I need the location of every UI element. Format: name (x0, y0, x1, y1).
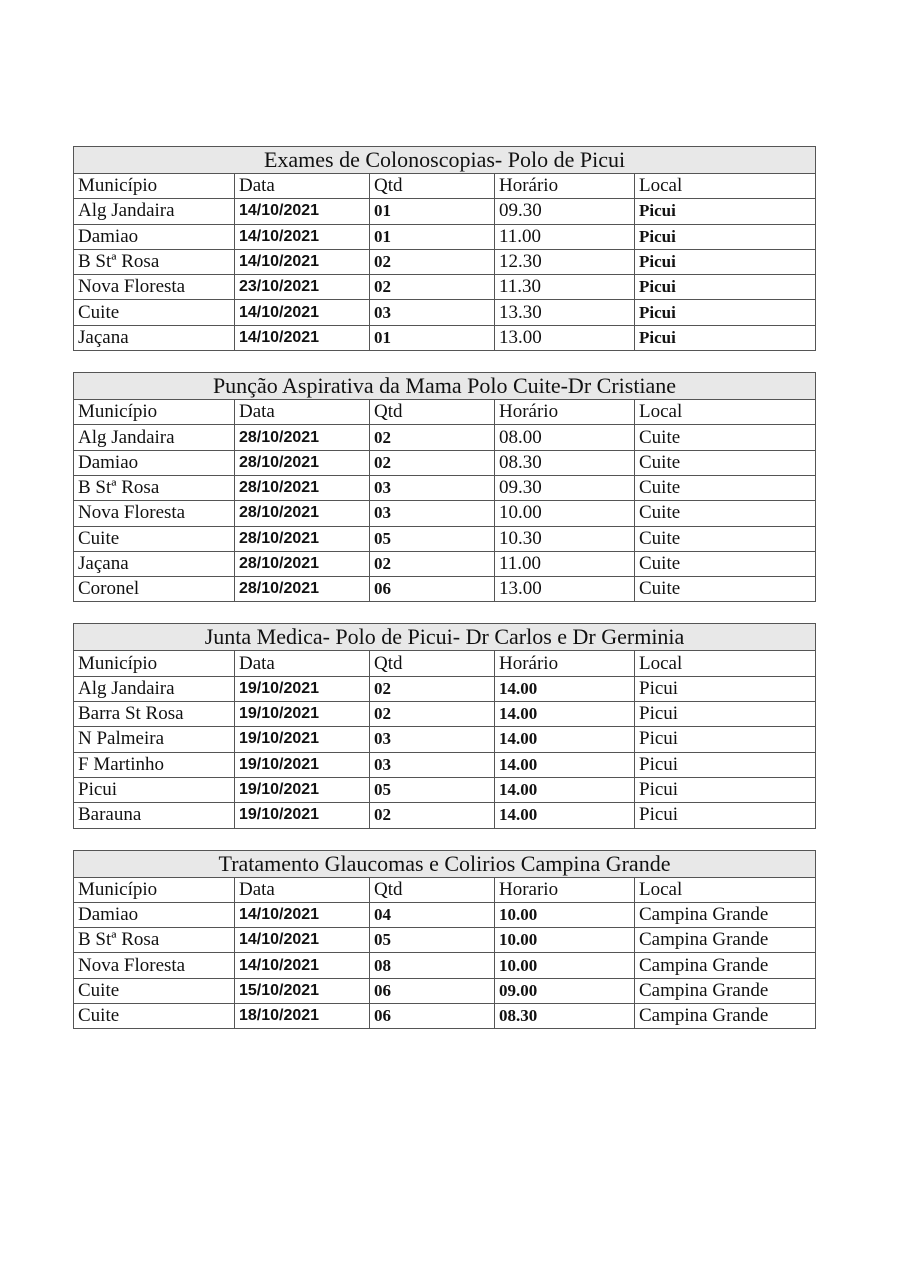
table-row (74, 727, 816, 752)
qtd-cell: 03 (370, 475, 495, 500)
data-cell: 28/10/2021 (235, 501, 370, 526)
local-cell: Picui (635, 676, 816, 701)
municipio-cell: Picui (74, 777, 235, 802)
header-cell: Data (235, 174, 370, 199)
qtd-cell: 02 (370, 551, 495, 576)
document-page (73, 146, 815, 1050)
local-cell: Picui (635, 199, 816, 224)
data-cell: 14/10/2021 (235, 224, 370, 249)
municipio-cell: Damiao (74, 902, 235, 927)
data-cell: 19/10/2021 (235, 727, 370, 752)
table-row (74, 928, 816, 953)
data-cell: 14/10/2021 (235, 199, 370, 224)
horario-cell: 13.30 (495, 300, 635, 325)
local-cell: Cuite (635, 475, 816, 500)
local-cell: Campina Grande (635, 902, 816, 927)
table-row (74, 702, 816, 727)
horario-cell: 11.00 (495, 224, 635, 249)
table-row (74, 249, 816, 274)
data-cell: 19/10/2021 (235, 702, 370, 727)
local-cell: Picui (635, 325, 816, 350)
table-title: Junta Medica- Polo de Picui- Dr Carlos e Dr Germinia (74, 624, 816, 651)
qtd-cell: 02 (370, 450, 495, 475)
header-cell: Data (235, 651, 370, 676)
qtd-cell: 02 (370, 702, 495, 727)
municipio-cell: Nova Floresta (74, 501, 235, 526)
table-colonoscopias (73, 146, 816, 351)
local-cell: Cuite (635, 501, 816, 526)
horario-cell: 08.30 (495, 450, 635, 475)
data-cell: 19/10/2021 (235, 676, 370, 701)
municipio-cell: Cuite (74, 1004, 235, 1029)
table-row (74, 275, 816, 300)
table-row (74, 425, 816, 450)
qtd-cell: 03 (370, 501, 495, 526)
local-cell: Picui (635, 249, 816, 274)
local-cell: Picui (635, 224, 816, 249)
header-cell: Município (74, 877, 235, 902)
header-cell: Horário (495, 651, 635, 676)
local-cell: Picui (635, 803, 816, 828)
data-cell: 18/10/2021 (235, 1004, 370, 1029)
municipio-cell: Cuite (74, 300, 235, 325)
qtd-cell: 06 (370, 1004, 495, 1029)
qtd-cell: 02 (370, 676, 495, 701)
data-cell: 14/10/2021 (235, 249, 370, 274)
local-cell: Cuite (635, 577, 816, 602)
table-row (74, 752, 816, 777)
horario-cell: 14.00 (495, 702, 635, 727)
header-cell: Município (74, 174, 235, 199)
municipio-cell: Jaçana (74, 551, 235, 576)
horario-cell: 13.00 (495, 325, 635, 350)
qtd-cell: 03 (370, 752, 495, 777)
qtd-cell: 03 (370, 727, 495, 752)
table-puncao-aspirativa (73, 372, 816, 602)
qtd-cell: 01 (370, 325, 495, 350)
horario-cell: 14.00 (495, 727, 635, 752)
qtd-cell: 01 (370, 224, 495, 249)
qtd-cell: 04 (370, 902, 495, 927)
data-cell: 28/10/2021 (235, 551, 370, 576)
municipio-cell: Barra St Rosa (74, 702, 235, 727)
header-cell: Qtd (370, 400, 495, 425)
horario-cell: 10.00 (495, 902, 635, 927)
local-cell: Cuite (635, 551, 816, 576)
table-row (74, 953, 816, 978)
local-cell: Cuite (635, 526, 816, 551)
municipio-cell: Damiao (74, 224, 235, 249)
data-cell: 15/10/2021 (235, 978, 370, 1003)
qtd-cell: 03 (370, 300, 495, 325)
table-tratamento-glaucomas (73, 850, 816, 1030)
table-row (74, 777, 816, 802)
data-cell: 14/10/2021 (235, 300, 370, 325)
table-title: Tratamento Glaucomas e Colirios Campina Grande (74, 850, 816, 877)
header-cell: Local (635, 174, 816, 199)
table-row (74, 450, 816, 475)
municipio-cell: Jaçana (74, 325, 235, 350)
header-cell: Qtd (370, 174, 495, 199)
data-cell: 19/10/2021 (235, 803, 370, 828)
horario-cell: 14.00 (495, 752, 635, 777)
municipio-cell: F Martinho (74, 752, 235, 777)
qtd-cell: 01 (370, 199, 495, 224)
table-row (74, 325, 816, 350)
horario-cell: 10.30 (495, 526, 635, 551)
horario-cell: 14.00 (495, 803, 635, 828)
header-row (74, 651, 816, 676)
horario-cell: 14.00 (495, 777, 635, 802)
horario-cell: 09.30 (495, 475, 635, 500)
header-cell: Horário (495, 400, 635, 425)
data-cell: 14/10/2021 (235, 902, 370, 927)
municipio-cell: N Palmeira (74, 727, 235, 752)
municipio-cell: Alg Jandaira (74, 199, 235, 224)
data-cell: 23/10/2021 (235, 275, 370, 300)
horario-cell: 10.00 (495, 501, 635, 526)
qtd-cell: 05 (370, 777, 495, 802)
local-cell: Picui (635, 727, 816, 752)
table-row (74, 526, 816, 551)
table-row (74, 501, 816, 526)
qtd-cell: 08 (370, 953, 495, 978)
horario-cell: 11.30 (495, 275, 635, 300)
municipio-cell: B Stª Rosa (74, 928, 235, 953)
data-cell: 28/10/2021 (235, 450, 370, 475)
qtd-cell: 05 (370, 526, 495, 551)
data-cell: 19/10/2021 (235, 777, 370, 802)
municipio-cell: Coronel (74, 577, 235, 602)
header-cell: Qtd (370, 877, 495, 902)
data-cell: 28/10/2021 (235, 526, 370, 551)
table-title: Punção Aspirativa da Mama Polo Cuite-Dr Cristiane (74, 373, 816, 400)
table-row (74, 224, 816, 249)
local-cell: Cuite (635, 425, 816, 450)
table-row (74, 676, 816, 701)
local-cell: Picui (635, 300, 816, 325)
table-row (74, 978, 816, 1003)
municipio-cell: Cuite (74, 526, 235, 551)
local-cell: Campina Grande (635, 953, 816, 978)
horario-cell: 09.30 (495, 199, 635, 224)
qtd-cell: 06 (370, 978, 495, 1003)
local-cell: Campina Grande (635, 1004, 816, 1029)
local-cell: Campina Grande (635, 928, 816, 953)
municipio-cell: Damiao (74, 450, 235, 475)
horario-cell: 14.00 (495, 676, 635, 701)
header-row (74, 877, 816, 902)
data-cell: 19/10/2021 (235, 752, 370, 777)
qtd-cell: 05 (370, 928, 495, 953)
municipio-cell: Alg Jandaira (74, 676, 235, 701)
table-row (74, 300, 816, 325)
qtd-cell: 06 (370, 577, 495, 602)
qtd-cell: 02 (370, 425, 495, 450)
header-row (74, 400, 816, 425)
horario-cell: 12.30 (495, 249, 635, 274)
horario-cell: 10.00 (495, 953, 635, 978)
qtd-cell: 02 (370, 803, 495, 828)
municipio-cell: B Stª Rosa (74, 475, 235, 500)
header-cell: Local (635, 400, 816, 425)
header-cell: Local (635, 877, 816, 902)
header-cell: Município (74, 651, 235, 676)
header-cell: Data (235, 400, 370, 425)
header-cell: Data (235, 877, 370, 902)
municipio-cell: Nova Floresta (74, 953, 235, 978)
horario-cell: 08.00 (495, 425, 635, 450)
local-cell: Picui (635, 777, 816, 802)
header-cell: Horário (495, 174, 635, 199)
horario-cell: 10.00 (495, 928, 635, 953)
horario-cell: 08.30 (495, 1004, 635, 1029)
header-cell: Qtd (370, 651, 495, 676)
header-cell: Local (635, 651, 816, 676)
horario-cell: 13.00 (495, 577, 635, 602)
local-cell: Picui (635, 275, 816, 300)
municipio-cell: Alg Jandaira (74, 425, 235, 450)
local-cell: Cuite (635, 450, 816, 475)
local-cell: Picui (635, 702, 816, 727)
data-cell: 28/10/2021 (235, 425, 370, 450)
header-cell: Município (74, 400, 235, 425)
header-row (74, 174, 816, 199)
table-row (74, 902, 816, 927)
table-row (74, 803, 816, 828)
table-row (74, 551, 816, 576)
municipio-cell: Cuite (74, 978, 235, 1003)
data-cell: 28/10/2021 (235, 577, 370, 602)
data-cell: 14/10/2021 (235, 928, 370, 953)
table-junta-medica (73, 623, 816, 828)
data-cell: 14/10/2021 (235, 325, 370, 350)
municipio-cell: Barauna (74, 803, 235, 828)
municipio-cell: B Stª Rosa (74, 249, 235, 274)
table-row (74, 475, 816, 500)
local-cell: Picui (635, 752, 816, 777)
horario-cell: 11.00 (495, 551, 635, 576)
data-cell: 14/10/2021 (235, 953, 370, 978)
data-cell: 28/10/2021 (235, 475, 370, 500)
table-title: Exames de Colonoscopias- Polo de Picui (74, 147, 816, 174)
qtd-cell: 02 (370, 275, 495, 300)
local-cell: Campina Grande (635, 978, 816, 1003)
table-row (74, 577, 816, 602)
header-cell: Horario (495, 877, 635, 902)
horario-cell: 09.00 (495, 978, 635, 1003)
municipio-cell: Nova Floresta (74, 275, 235, 300)
qtd-cell: 02 (370, 249, 495, 274)
table-row (74, 199, 816, 224)
table-row (74, 1004, 816, 1029)
